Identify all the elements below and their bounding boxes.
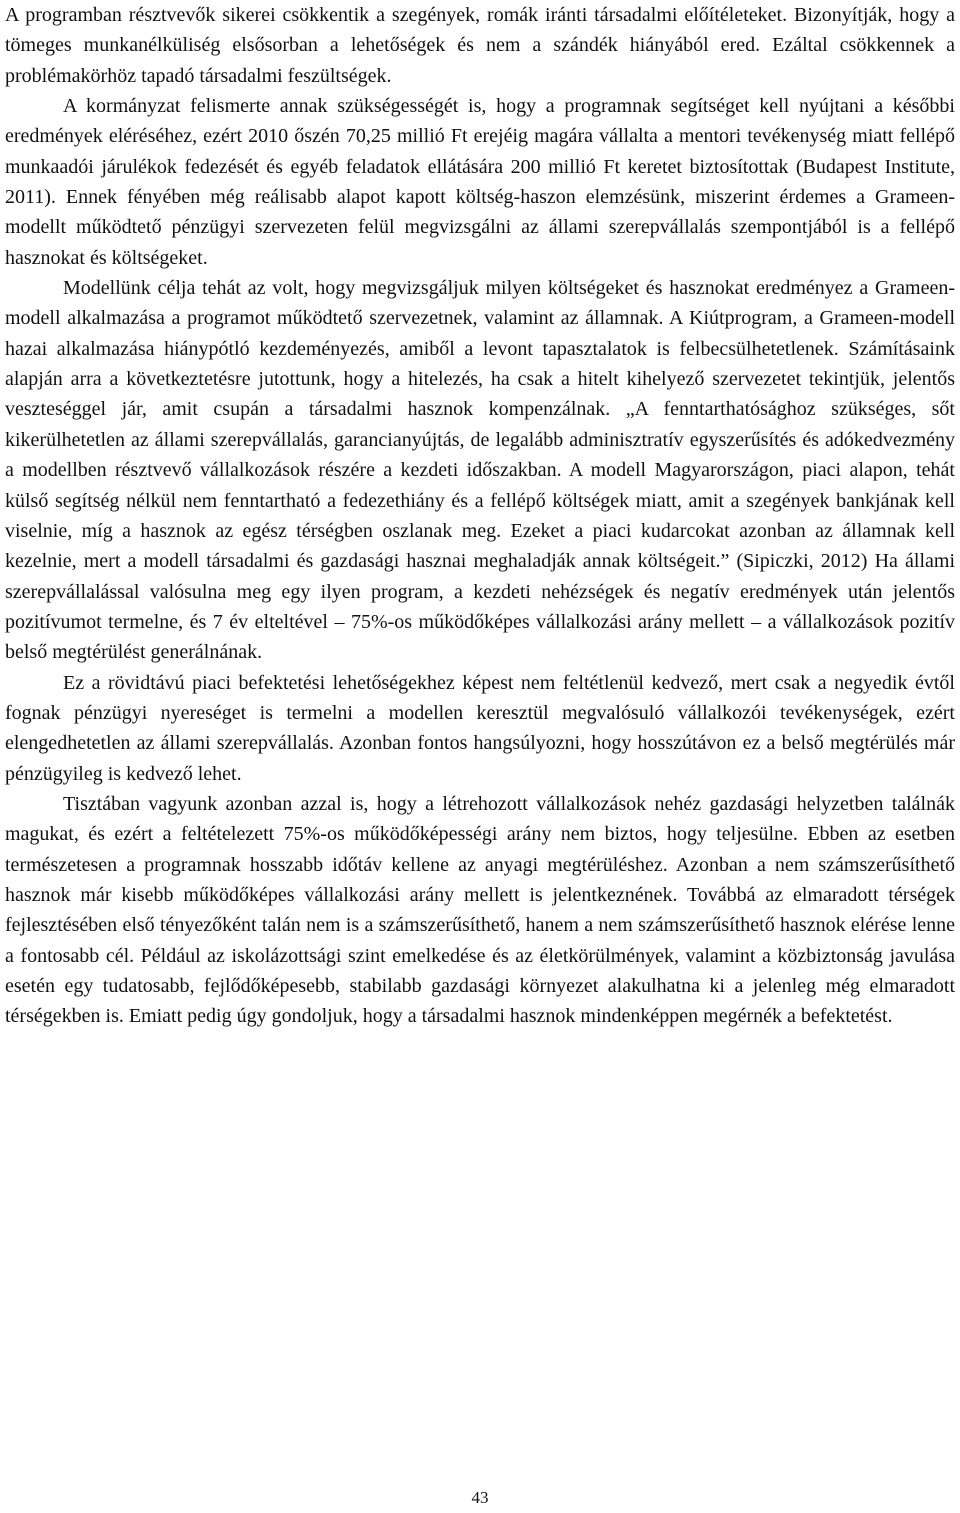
paragraph-1: A programban résztvevők sikerei csökkentik a szegények, romák iránti társadalmi előítéleteket. Bizonyítják, hogy a tömeges munkanélküliség elsősorban a lehetőségek és nem a szándék hiányából ered. Ezáltal csökkennek a problémakörhöz tapadó társadalmi feszültségek. xyxy=(5,4,955,87)
paragraph-4: Ez a rövidtávú piaci befektetési lehetőségekhez képest nem feltétlenül kedvező, mert csak a negyedik évtől fognak pénzügyi nyereséget is termelni a modellen keresztül megvalósuló vállalkozói tevékenységek, ezért elengedhetetlen az állami szerepvállalás. Azonban fontos hangsúlyozni, hogy hosszútávon ez a belső megtérülés már pénzügyileg is kedvező lehet. xyxy=(5,671,955,785)
paragraph-2: A kormányzat felismerte annak szükségességét is, hogy a programnak segítséget kell nyújtani a későbbi eredmények eléréséhez, ezért 2010 őszén 70,25 millió Ft erejéig magára vállalta a mentori tevékenység miatt fellépő munkaadói járulékok fedezését és egyéb feladatok ellátására 200 millió Ft keretet biztosítottak (Budapest Institute, 2011). Ennek fényében még reálisabb alapot kapott költség-haszon elemzésünk, miszerint érdemes a Grameen-modellt működtető pénzügyi szervezeten felül megvizsgálni az állami szerepvállalás szempontjából is a fellépő hasznokat és költségeket. xyxy=(5,95,955,269)
page-number: 43 xyxy=(471,1488,489,1507)
paragraph-3: Modellünk célja tehát az volt, hogy megvizsgáljuk milyen költségeket és hasznokat eredményez a Grameen-modell alkalmazása a programot működtető szervezetnek, valamint az államnak. A Kiútprogram, a Grameen-modell hazai alkalmazása hiánypótló kezdeményezés, amiből a levont tapasztalatok is felbecsülhetetlenek. Számításaink alapján arra a következtetésre jutottunk, hogy a hitelezés, ha csak a hitelt kihelyező szervezetet tekintjük, jelentős veszteséggel jár, amit csupán a társadalmi hasznok kompenzálnak. „A fenntarthatósághoz szükséges, sőt kikerülhetetlen az állami szerepvállalás, garancianyújtás, de legalább adminisztratív egyszerűsítés és adókedvezmény a modellben résztvevő vállalkozások részére a kezdeti időszakban. A modell Magyarországon, piaci alapon, tehát külső segítség nélkül nem fenntartható a fedezethiány és a fellépő költségek miatt, amit a szegények bankjának kell viselnie, míg a hasznok az egész térségben oszlanak meg. Ezeket a piaci kudarcokat azonban az államnak kell kezelnie, mert a modell társadalmi és gazdasági hasznai meghaladják annak költségeit.” (Sipiczki, 2012) Ha állami szerepvállalással valósulna meg egy ilyen program, a kezdeti nehézségek és negatív eredmények után jelentős pozitívumot termelne, és 7 év elteltével – 75%-os működőképes vállalkozási arány mellett – a vállalkozások pozitív belső megtérülést generálnának. xyxy=(5,277,955,664)
document-body xyxy=(5,0,955,1032)
paragraph-5: Tisztában vagyunk azonban azzal is, hogy a létrehozott vállalkozások nehéz gazdasági helyzetben találnák magukat, és ezért a feltételezett 75%-os működőképességi arány nem biztos, hogy teljesülne. Ebben az esetben természetesen a programnak hosszabb időtáv kellene az anyagi megtérüléshez. Azonban a nem számszerűsíthető hasznok már kisebb működőképes vállalkozási arány mellett is jelentkeznének. Továbbá az elmaradott térségek fejlesztésében első tényezőként talán nem is a számszerűsíthető, hanem a nem számszerűsíthető hasznok elérése lenne a fontosabb cél. Például az iskolázottsági szint emelkedése és az életkörülmények, valamint a közbiztonság javulása esetén egy tudatosabb, fejlődőképesebb, stabilabb gazdasági környezet alakulhatna ki a jelenleg még elmaradott térségekben is. Emiatt pedig úgy gondoljuk, hogy a társadalmi hasznok mindenképpen megérnék a befektetést. xyxy=(5,792,955,1028)
